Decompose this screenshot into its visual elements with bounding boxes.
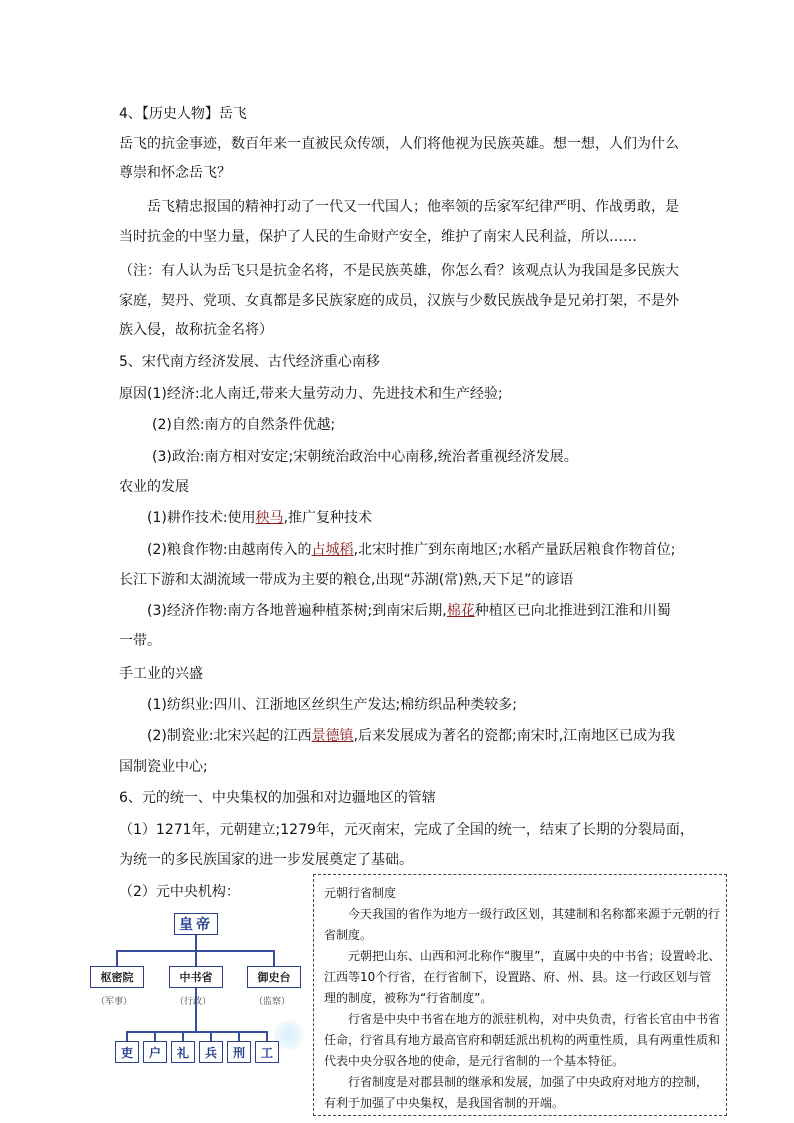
org-supervision-note: （监察） bbox=[254, 997, 291, 1007]
agriculture-item3 bbox=[147, 601, 671, 621]
section6-heading: 6、元的统一、中央集权的加强和对边疆地区的管辖 bbox=[119, 790, 436, 806]
handicraft-item2-text-b: ,后来发展成为著名的瓷都;南宋时,江南地区已成为我 bbox=[353, 728, 676, 744]
keyword-mianhua: 棉花 bbox=[446, 603, 475, 619]
section5-reason2: (2)自然:南方的自然条件优越; bbox=[152, 417, 336, 433]
note-line4: 江西等10个行省，在行省制下，设置路、府、州、县。这一行政区划与管 bbox=[324, 970, 712, 984]
connector-six-4 bbox=[210, 1031, 212, 1041]
keyword-zhanchengdao: 占城稻 bbox=[311, 542, 354, 558]
keyword-yangma: 秧马 bbox=[255, 510, 284, 526]
section6-para1-line2: 为统一的多民族国家的进一步发展奠定了基础。 bbox=[119, 852, 413, 868]
org-ministry-bing: 兵 bbox=[199, 1041, 223, 1063]
note-line7: 任命，行省具有地方最高官府和朝廷派出机构的两重性质，具有两重性质和 bbox=[324, 1033, 721, 1047]
section5-reason1: 原因(1)经济:北人南迁,带来大量劳动力、先进技术和生产经验; bbox=[119, 386, 503, 402]
agriculture-item3-line2: 一带。 bbox=[119, 633, 161, 649]
org-ministry-li-rites: 礼 bbox=[171, 1041, 195, 1063]
section5-reason3: (3)政治:南方相对安定;宋朝统治政治中心南移,统治者重视经济发展。 bbox=[152, 449, 578, 465]
connector-right bbox=[273, 950, 275, 966]
note-line2: 省制度。 bbox=[324, 928, 373, 942]
connector-six-6 bbox=[266, 1031, 268, 1041]
org-ministry-xing: 刑 bbox=[227, 1041, 251, 1063]
handicraft-item1: (1)纺织业:四川、江浙地区丝织生产发达;棉纺织品种类较多; bbox=[147, 697, 517, 713]
note-line8: 代表中央分驭各地的使命，是元行省制的一个基本特征。 bbox=[324, 1054, 625, 1068]
handicraft-item2 bbox=[147, 726, 675, 746]
note-line1: 今天我国的省作为地方一级行政区划，其建制和名称都来源于元朝的行 bbox=[348, 907, 721, 921]
note-line3: 元朝把山东、山西和河北称作“腹里”，直属中央的中书省；设置岭北、 bbox=[348, 949, 721, 963]
org-yushitai-box: 御史台 bbox=[247, 966, 301, 988]
keyword-jingdezhen: 景德镇 bbox=[311, 728, 354, 744]
note-line10: 有利于加强了中央集权，是我国省制的开端。 bbox=[324, 1096, 565, 1110]
org-shumiyuan-box: 枢密院 bbox=[90, 966, 144, 988]
note-line6: 行省是中央中书省在地方的派驻机构，对中央负责，行省长官由中书省 bbox=[348, 1012, 721, 1026]
section4-note-line1: （注：有人认为岳飞只是抗金名将，不是民族英雄，你怎么看？该观点认为我国是多民族大 bbox=[119, 263, 679, 279]
agriculture-item2-text-a: (2)粮食作物:由越南传入的 bbox=[147, 542, 312, 558]
agriculture-item3-text-a: (3)经济作物:南方各地普遍种植茶树;到南宋后期, bbox=[147, 603, 447, 619]
section4-note-line2: 家庭，契丹、党项、女真都是多民族家庭的成员，汉族与少数民族战争是兄弟打架，不是外 bbox=[119, 293, 679, 309]
section5-heading: 5、宋代南方经济发展、古代经济重心南移 bbox=[119, 354, 380, 370]
note-line5: 理的制度，被称为“行省制度”。 bbox=[324, 991, 493, 1005]
note-line9: 行省制度是对郡县制的继承和发展，加强了中央政府对地方的控制， bbox=[348, 1075, 709, 1089]
org-military-note: （军事） bbox=[96, 997, 133, 1007]
note-title: 元朝行省制度 bbox=[324, 886, 397, 900]
handicraft-item2-text-a: (2)制瓷业:北宋兴起的江西 bbox=[147, 728, 312, 744]
handicraft-heading: 手工业的兴盛 bbox=[119, 666, 203, 682]
agriculture-item2-line2: 长江下游和太湖流域一带成为主要的粮仓,出现“苏湖(常)熟,天下足”的谚语 bbox=[119, 572, 574, 588]
section4-answer-line2: 当时抗金的中坚力量，保护了人民的生命财产安全，维护了南宋人民利益，所以…… bbox=[119, 229, 637, 245]
connector-six-5 bbox=[238, 1031, 240, 1041]
agriculture-heading: 农业的发展 bbox=[119, 479, 189, 495]
section4-note-line3: 族入侵，故称抗金名将） bbox=[119, 322, 273, 338]
handicraft-item2-line2: 国制瓷业中心; bbox=[119, 759, 208, 775]
province-system-note-box bbox=[313, 874, 727, 1116]
org-ministry-hu: 户 bbox=[143, 1041, 167, 1063]
section6-para2: （2）元中央机构： bbox=[119, 884, 240, 900]
section6-para1-line1: （1）1271年，元朝建立;1279年，元灭南宋，完成了全国的统一，结束了长期的分裂局面， bbox=[119, 822, 694, 838]
section4-answer-line1: 岳飞精忠报国的精神打动了一代又一代国人；他率领的岳家军纪律严明、作战勇敢，是 bbox=[147, 199, 679, 215]
agriculture-item3-text-b: 种植区已向北推进到江淮和川蜀 bbox=[474, 603, 671, 619]
agriculture-item1 bbox=[147, 508, 372, 528]
connector-top bbox=[195, 935, 197, 951]
connector-mid bbox=[195, 950, 197, 966]
org-ministry-li-personnel: 吏 bbox=[115, 1041, 139, 1063]
agriculture-item1-text-b: ,推广复种技术 bbox=[283, 510, 373, 526]
org-zhongshusheng-box: 中书省 bbox=[169, 966, 223, 988]
agriculture-item2-text-b: ,北宋时推广到东南地区;水稻产量跃居粮食作物首位; bbox=[353, 542, 676, 558]
connector-six-branch bbox=[126, 1031, 268, 1033]
agriculture-item1-text-a: (1)耕作技术:使用 bbox=[147, 510, 256, 526]
connector-six-2 bbox=[154, 1031, 156, 1041]
connector-six-3 bbox=[182, 1031, 184, 1041]
section4-question-line1: 岳飞的抗金事迹，数百年来一直被民众传颂，人们将他视为民族英雄。想一想，人们为什么 bbox=[119, 136, 679, 152]
connector-left bbox=[116, 950, 118, 966]
yuan-central-org-chart bbox=[88, 908, 303, 1088]
org-emperor-box: 皇帝 bbox=[174, 913, 218, 935]
org-ministry-gong: 工 bbox=[255, 1041, 279, 1063]
section4-question-line2: 尊崇和怀念岳飞？ bbox=[119, 165, 231, 181]
org-admin-note: （行政） bbox=[175, 997, 212, 1007]
agriculture-item2 bbox=[147, 540, 675, 560]
section4-heading: 4、【历史人物】岳飞 bbox=[119, 106, 247, 122]
connector-six-1 bbox=[126, 1031, 128, 1041]
